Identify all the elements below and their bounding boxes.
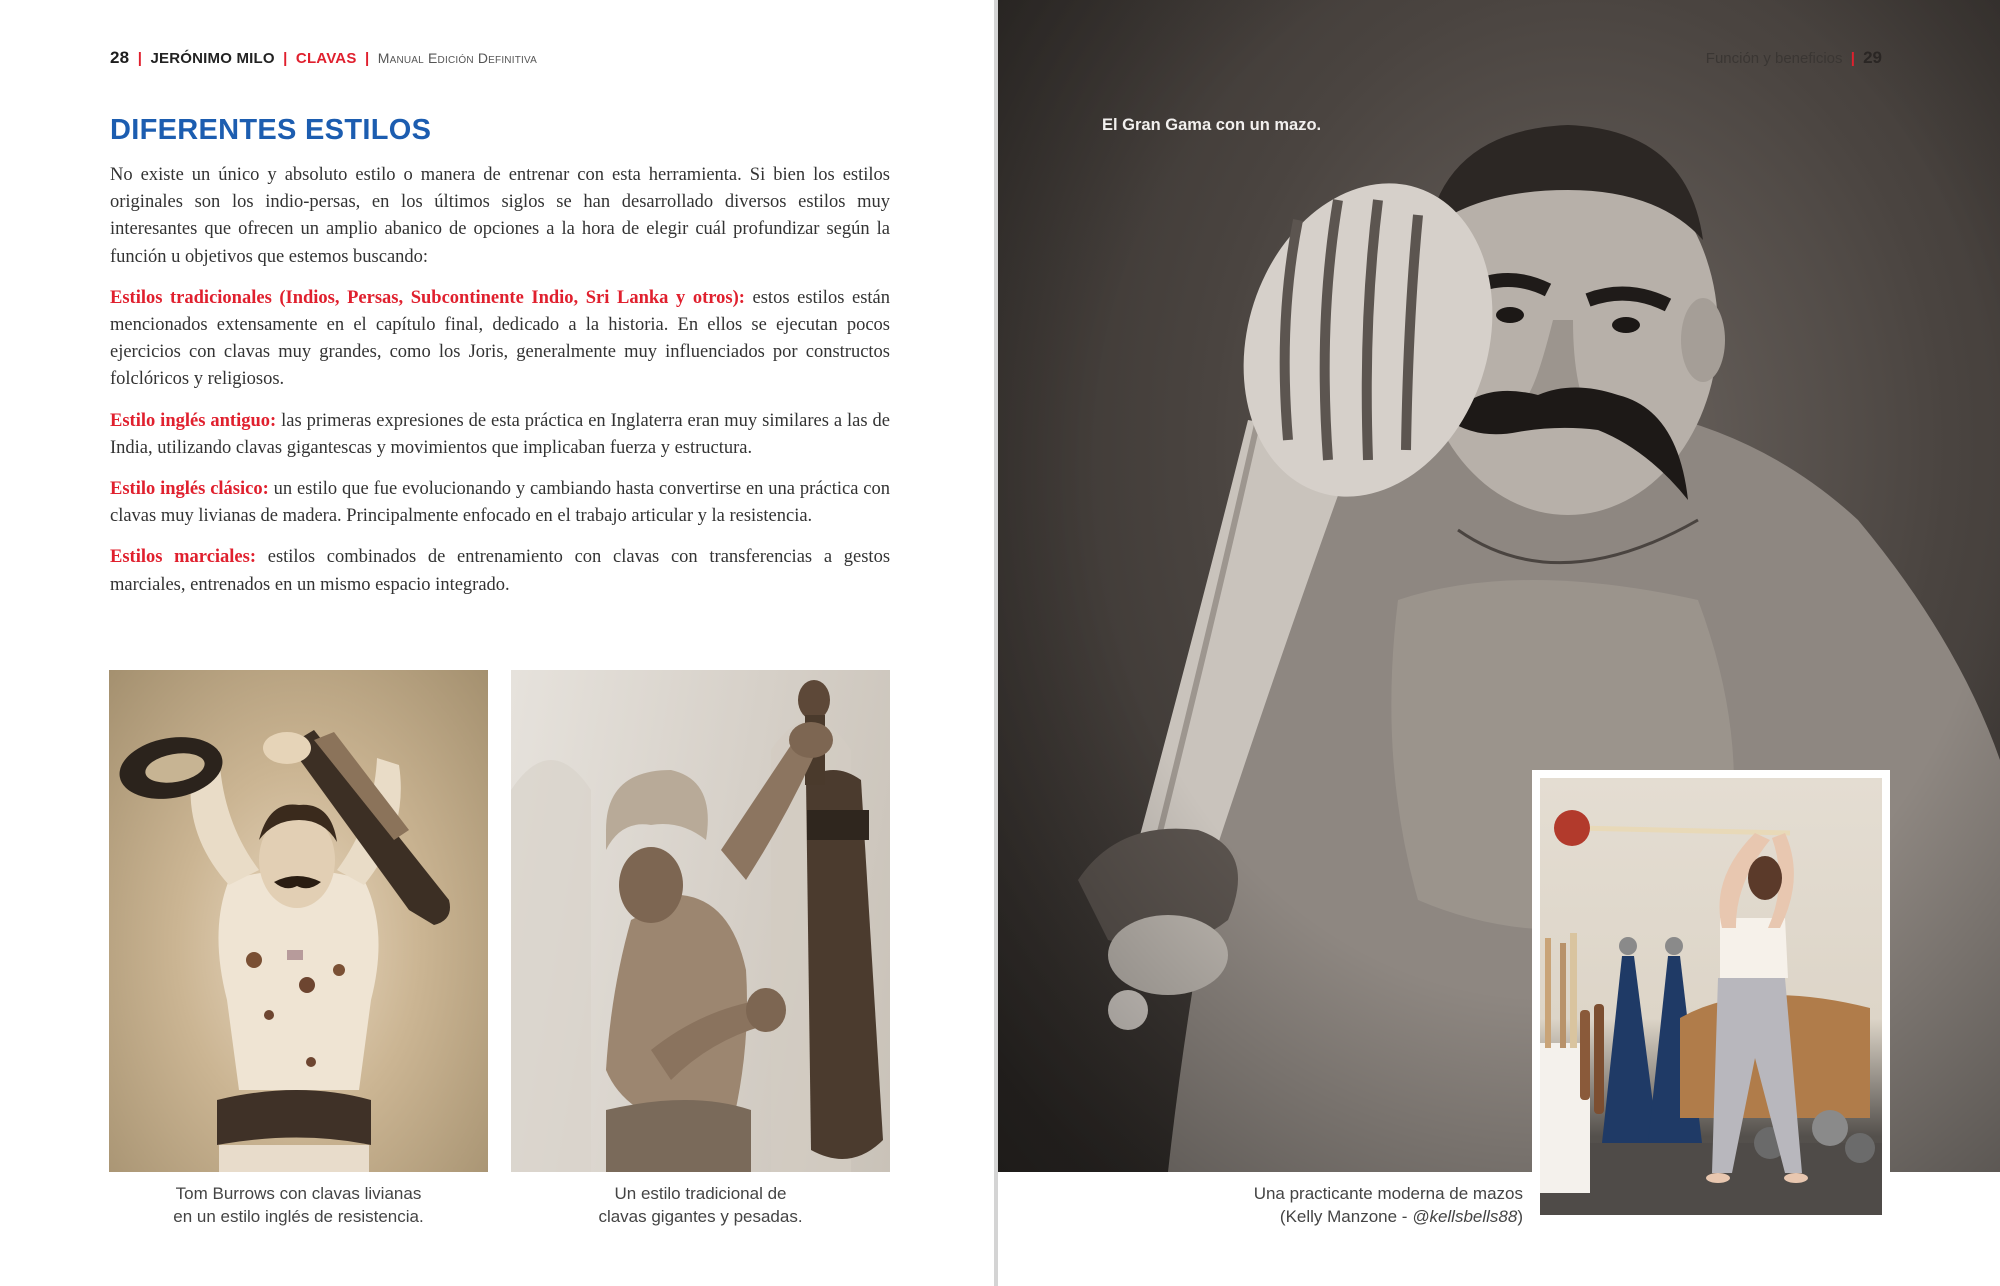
style-paragraph-classic-english — [110, 476, 890, 530]
header-book-subtitle: Manual Edición Definitiva — [377, 50, 537, 66]
header-separator: | — [1850, 50, 1855, 67]
running-header-left — [110, 48, 537, 68]
style-lead: Estilos tradicionales (Indios, Persas, Subcontinente Indio, Sri Lanka y otros): — [110, 287, 745, 308]
caption-line — [1123, 1205, 1523, 1228]
style-text: estos estilos están mencionados extensamente en el capítulo final, dedicado a la historia. En ellos se ejecutan pocos ejercicios con clavas muy grandes, como los Joris, generalmente muy influenciados por constructos folclóricos y religiosos. — [110, 287, 890, 390]
style-paragraph-traditional — [110, 285, 890, 394]
style-lead: Estilo inglés antiguo: — [110, 410, 277, 431]
style-paragraph-old-english — [110, 408, 890, 462]
figure-caption-modern — [1123, 1182, 1523, 1228]
style-paragraph-martial — [110, 544, 890, 598]
intro-paragraph: No existe un único y absoluto estilo o manera de entrenar con esta herramienta. Si bien los estilos originales son los indio-persas, en los últimos siglos se han desarrollado diversos estilos muy interesantes que ofrecen un amplio abanico de opciones a la hora de elegir cuál profundizar según la función u objetivos que estemos buscando: — [110, 165, 890, 267]
section-title: DIFERENTES ESTILOS — [110, 114, 432, 146]
caption-line: Un estilo tradicional de — [614, 1184, 787, 1203]
header-book-title: CLAVAS — [295, 50, 357, 67]
header-separator: | — [137, 50, 143, 67]
header-author: JERÓNIMO MILO — [150, 50, 275, 67]
page-number-left: 28 — [110, 48, 130, 67]
hero-caption: El Gran Gama con un mazo. — [1102, 116, 1322, 134]
figure-caption-burrows — [109, 1182, 488, 1228]
style-text: estilos combinados de entrenamiento con clavas con transferencias a gestos marciales, entrenados en un mismo espacio integrado. — [110, 547, 891, 595]
instagram-handle: @kellsbells88 — [1412, 1207, 1518, 1226]
page-number-right: 29 — [1863, 48, 1882, 67]
modern-practitioner-photo — [1540, 778, 1882, 1215]
caption-line: Tom Burrows con clavas livianas — [175, 1184, 422, 1203]
indian-wrestler-photo — [511, 670, 890, 1172]
right-page — [998, 0, 2000, 1286]
tom-burrows-photo — [109, 670, 488, 1172]
left-page — [0, 0, 996, 1286]
running-header-right — [1706, 48, 1882, 68]
modern-practitioner-photo-frame — [1532, 770, 1890, 1223]
style-text: las primeras expresiones de esta práctica en Inglaterra eran muy similares a las de India, utilizando clavas gigantescas y movimientos que implicaban fuerza y estructura. — [110, 410, 891, 458]
header-separator: | — [283, 50, 288, 67]
style-lead: Estilos marciales: — [110, 547, 257, 568]
body-text — [110, 162, 890, 613]
figure-caption-indian — [511, 1182, 890, 1228]
header-section: Función y beneficios — [1705, 50, 1843, 67]
style-lead: Estilo inglés clásico: — [110, 479, 269, 500]
style-text: un estilo que fue evolucionando y cambiando hasta convertirse en una práctica con clavas muy livianas de madera. Principalmente enfocado en el trabajo articular y la resistencia. — [110, 479, 890, 527]
caption-text: ) — [1517, 1207, 1523, 1226]
caption-line: Una practicante moderna de mazos — [1253, 1184, 1523, 1203]
caption-line: clavas gigantes y pesadas. — [598, 1207, 803, 1226]
caption-line: en un estilo inglés de resistencia. — [173, 1207, 424, 1226]
caption-text: (Kelly Manzone - — [1279, 1207, 1413, 1226]
header-separator: | — [364, 50, 370, 67]
